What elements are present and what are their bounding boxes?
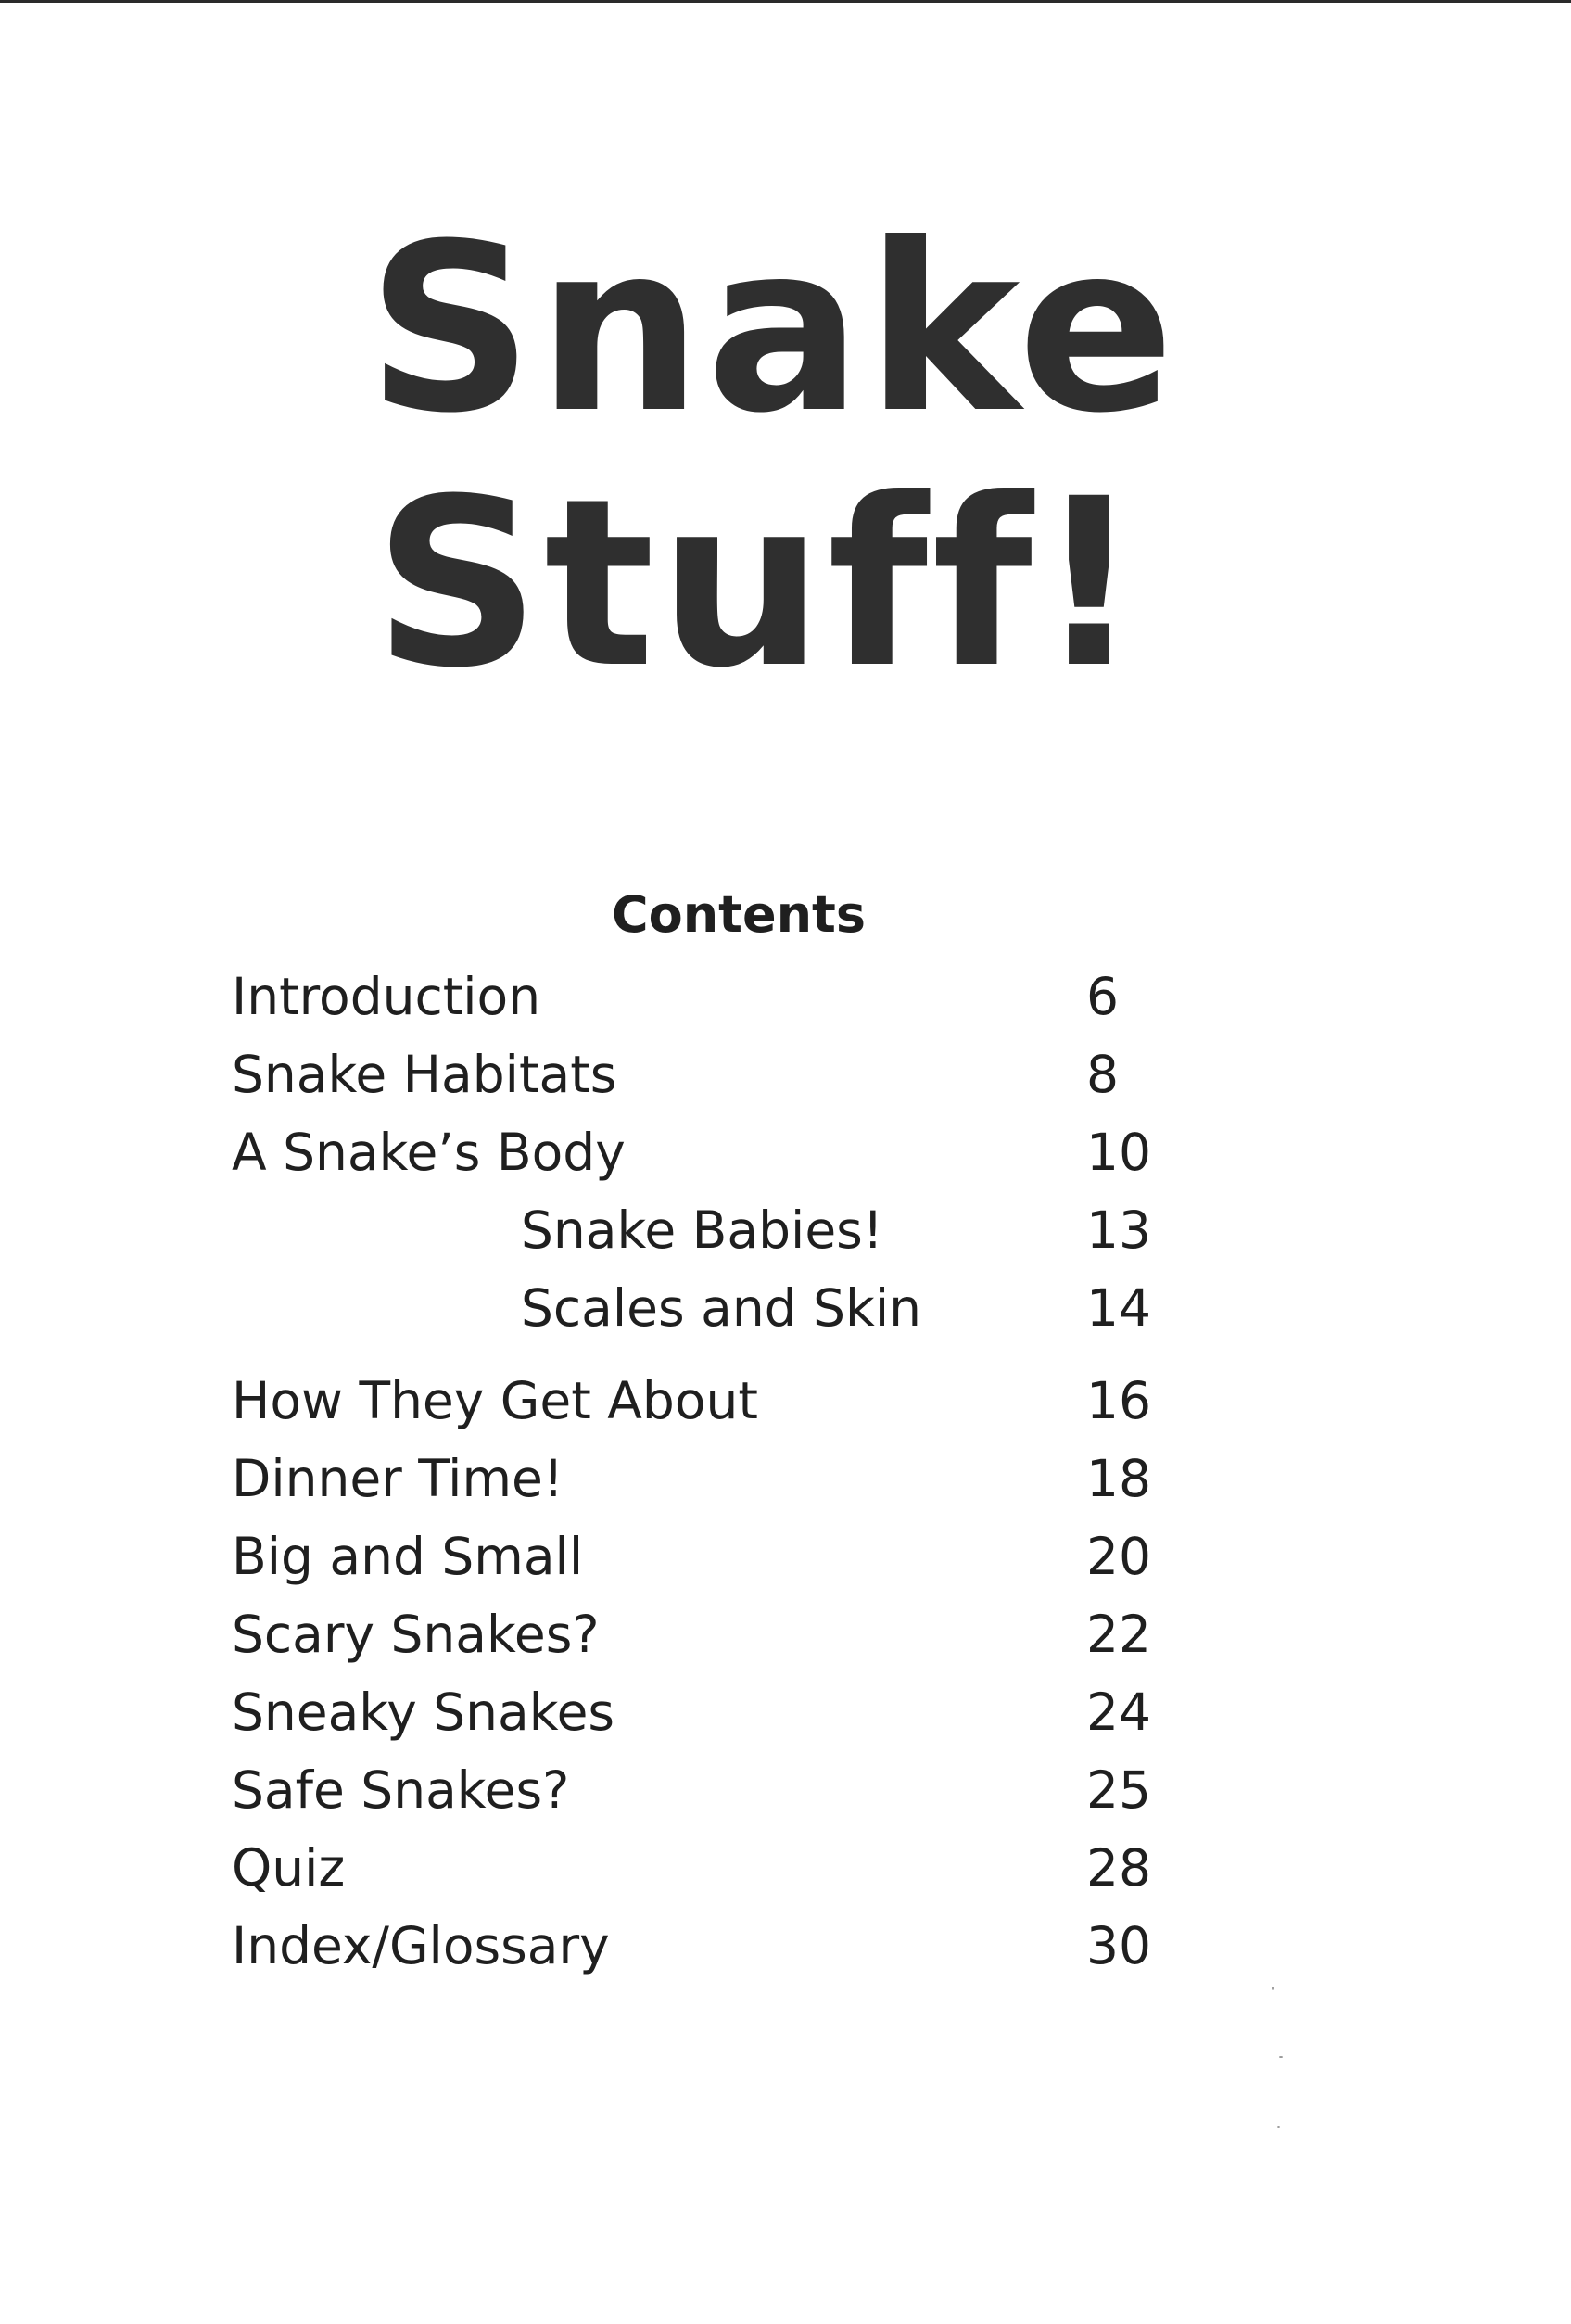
toc-entry-title: Sneaky Snakes	[232, 1683, 615, 1742]
scan-speck	[1279, 2056, 1283, 2058]
toc-entry-page: 20	[1086, 1527, 1151, 1586]
toc-entry-title: Quiz	[232, 1838, 346, 1898]
toc-entry-title: Big and Small	[232, 1527, 584, 1586]
toc-entry	[0, 1527, 1571, 1592]
toc-entry-title: Dinner Time!	[232, 1449, 564, 1508]
toc-entry	[0, 1371, 1571, 1436]
toc-entry	[0, 1045, 1571, 1110]
toc-entry-title: Snake Habitats	[232, 1045, 617, 1104]
toc-entry	[0, 1449, 1571, 1514]
toc-subentry	[0, 1278, 1571, 1343]
toc-entry-title: Introduction	[232, 967, 541, 1026]
toc-entry-page: 8	[1086, 1045, 1119, 1104]
toc-entry-page: 25	[1086, 1760, 1151, 1820]
book-title-line-1: Snake	[366, 194, 1179, 464]
toc-entry	[0, 1838, 1571, 1903]
toc-entry-title: How They Get About	[232, 1371, 758, 1430]
toc-entry-page: 16	[1086, 1371, 1151, 1430]
toc-entry-page: 6	[1086, 967, 1119, 1026]
toc-entry-title: Snake Babies!	[521, 1200, 883, 1260]
contents-heading: Contents	[612, 885, 867, 944]
toc-entry-page: 14	[1086, 1278, 1151, 1338]
toc-subentry	[0, 1200, 1571, 1265]
scan-edge	[0, 0, 1571, 3]
toc-entry	[0, 1916, 1571, 1981]
toc-entry-page: 10	[1086, 1123, 1151, 1182]
toc-entry	[0, 1123, 1571, 1187]
toc-entry-title: Index/Glossary	[232, 1916, 610, 1975]
toc-entry	[0, 967, 1571, 1032]
toc-entry-page: 22	[1086, 1605, 1151, 1664]
toc-entry-page: 13	[1086, 1200, 1151, 1260]
toc-entry	[0, 1683, 1571, 1747]
toc-entry-page: 30	[1086, 1916, 1151, 1975]
toc-entry-title: A Snake’s Body	[232, 1123, 626, 1182]
scan-speck	[1272, 1987, 1274, 1990]
toc-entry-page: 18	[1086, 1449, 1151, 1508]
toc-entry	[0, 1760, 1571, 1825]
toc-entry-title: Scales and Skin	[521, 1278, 921, 1338]
book-title-line-2: Stuff!	[373, 449, 1147, 718]
scan-speck	[1277, 2126, 1280, 2128]
toc-entry-title: Scary Snakes?	[232, 1605, 600, 1664]
toc-entry-page: 24	[1086, 1683, 1151, 1742]
toc-entry	[0, 1605, 1571, 1670]
toc-entry-page: 28	[1086, 1838, 1151, 1898]
toc-entry-title: Safe Snakes?	[232, 1760, 570, 1820]
